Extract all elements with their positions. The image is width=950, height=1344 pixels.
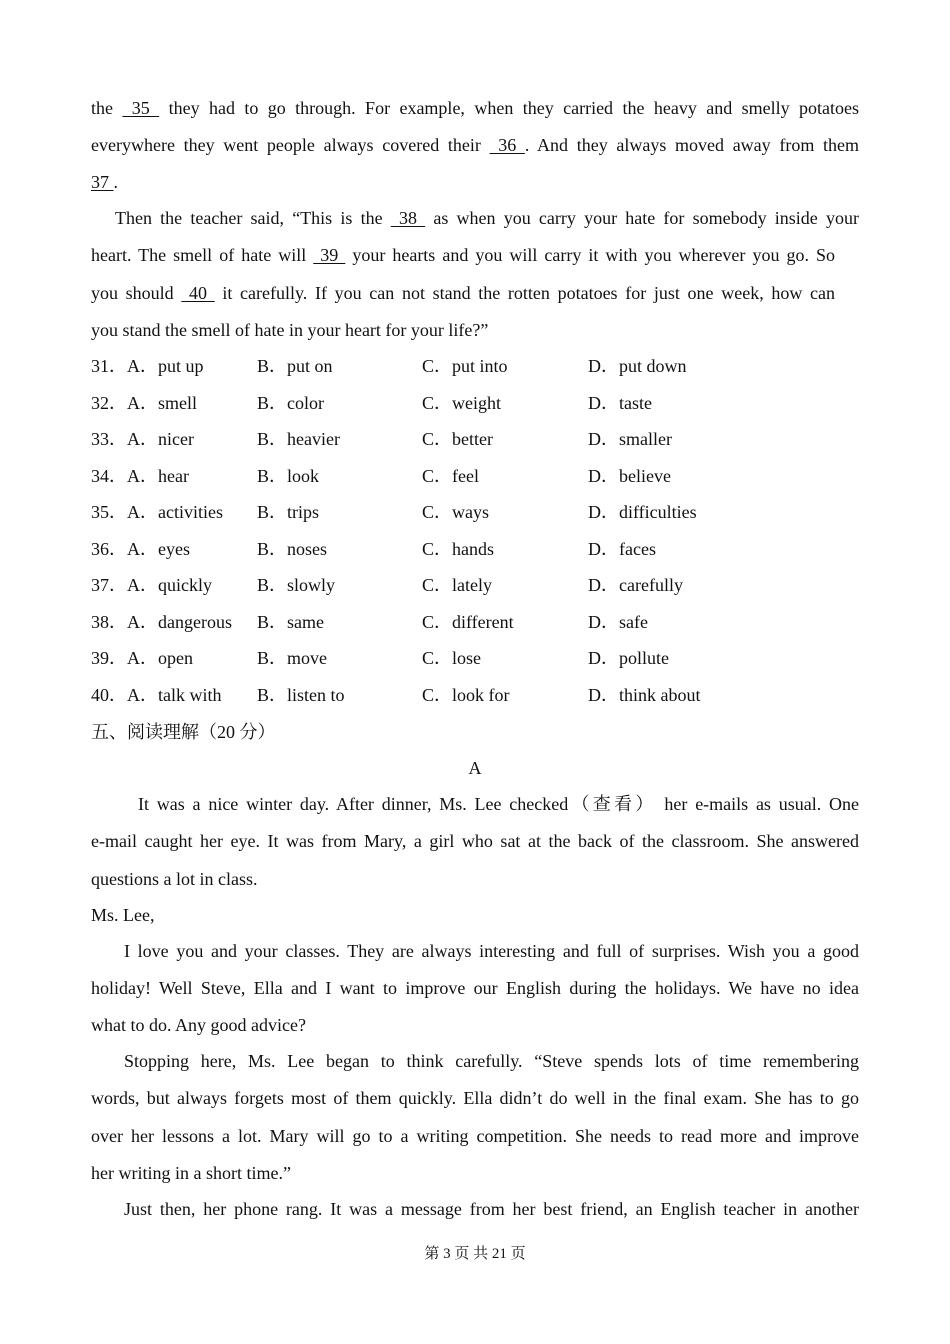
option-c: C．look for	[422, 685, 510, 705]
passage-line: It was a nice winter day. After dinner, Ms. Lee checked（查看） her e-mails as usual. One	[138, 794, 859, 814]
page-footer: 第 3 页 共 21 页	[424, 1246, 526, 1262]
passage-line: over her lessons a lot. Mary will go to a writing competition. She needs to read more and improve	[91, 1126, 859, 1146]
option-a: 39．A．open	[91, 648, 193, 668]
passage-label: A	[468, 758, 482, 778]
option-b: B．move	[257, 648, 327, 668]
passage-line: everywhere they went people always covered their 36 . And they always moved away from them	[91, 135, 859, 155]
option-a: 34．A．hear	[91, 466, 189, 486]
passage-line: Just then, her phone rang. It was a message from her best friend, an English teacher in another	[124, 1199, 859, 1219]
option-a: 31．A．put up	[91, 356, 204, 376]
option-a: 36．A．eyes	[91, 539, 190, 559]
section-heading: 五、阅读理解（20 分）	[91, 722, 276, 742]
option-c: C．ways	[422, 502, 489, 522]
option-c: C．weight	[422, 393, 501, 413]
option-d: D．think about	[588, 685, 701, 705]
option-a: 40．A．talk with	[91, 685, 222, 705]
option-d: D．smaller	[588, 429, 672, 449]
passage-line: Stopping here, Ms. Lee began to think carefully. “Steve spends lots of time remembering	[124, 1051, 859, 1071]
option-d: D．believe	[588, 466, 671, 486]
passage-line: questions a lot in class.	[91, 869, 258, 889]
option-b: B．color	[257, 393, 324, 413]
blank-36: 36	[489, 135, 525, 155]
option-b: B．look	[257, 466, 320, 486]
option-a: 32．A．smell	[91, 393, 197, 413]
option-b: B．trips	[257, 502, 320, 522]
option-a: 38．A．dangerous	[91, 612, 232, 632]
passage-line: what to do. Any good advice?	[91, 1015, 306, 1035]
option-c: C．feel	[422, 466, 479, 486]
option-b: B．heavier	[257, 429, 340, 449]
passage-line: I love you and your classes. They are always interesting and full of surprises. Wish you a good	[124, 941, 859, 961]
passage-line: holiday! Well Steve, Ella and I want to improve our English during the holidays. We have no idea	[91, 978, 859, 998]
option-b: B．put on	[257, 356, 333, 376]
passage-line: her writing in a short time.”	[91, 1163, 291, 1183]
blank-40: 40	[181, 283, 215, 303]
option-d: D．safe	[588, 612, 648, 632]
option-c: C．put into	[422, 356, 508, 376]
option-c: C．lose	[422, 648, 482, 668]
passage-line: words, but always forgets most of them quickly. Ella didn’t do well in the final exam. She has to go	[91, 1088, 859, 1108]
option-c: C．hands	[422, 539, 494, 559]
blank-39: 39	[313, 245, 346, 265]
passage-line: heart. The smell of hate will 39 your hearts and you will carry it with you wherever you go. So	[91, 245, 835, 265]
option-d: D．put down	[588, 356, 687, 376]
passage-line: you should 40 it carefully. If you can not stand the rotten potatoes for just one week, how can	[91, 283, 836, 303]
letter-salutation: Ms. Lee,	[91, 905, 155, 925]
option-a: 37．A．quickly	[91, 575, 212, 595]
option-c: C．different	[422, 612, 514, 632]
option-d: D．pollute	[588, 648, 669, 668]
option-d: D．difficulties	[588, 502, 697, 522]
blank-38: 38	[390, 208, 426, 228]
option-b: B．slowly	[257, 575, 336, 595]
option-b: B．noses	[257, 539, 328, 559]
option-b: B．same	[257, 612, 324, 632]
option-d: D．taste	[588, 393, 652, 413]
passage-line: 37 .	[91, 172, 118, 192]
option-a: 35．A．activities	[91, 502, 223, 522]
passage-line: you stand the smell of hate in your heart for your life?”	[91, 320, 489, 340]
passage-line: the 35 they had to go through. For example, when they carried the heavy and smelly potatoes	[91, 98, 859, 118]
option-d: D．carefully	[588, 575, 683, 595]
option-b: B．listen to	[257, 685, 345, 705]
option-a: 33．A．nicer	[91, 429, 194, 449]
passage-line: e-mail caught her eye. It was from Mary, a girl who sat at the back of the classroom. She answered	[91, 831, 859, 851]
blank-37: 37	[91, 172, 114, 192]
blank-35: 35	[122, 98, 160, 118]
option-c: C．better	[422, 429, 493, 449]
option-d: D．faces	[588, 539, 656, 559]
passage-line: Then the teacher said, “This is the 38 as when you carry your hate for somebody inside your	[115, 208, 859, 228]
option-c: C．lately	[422, 575, 492, 595]
